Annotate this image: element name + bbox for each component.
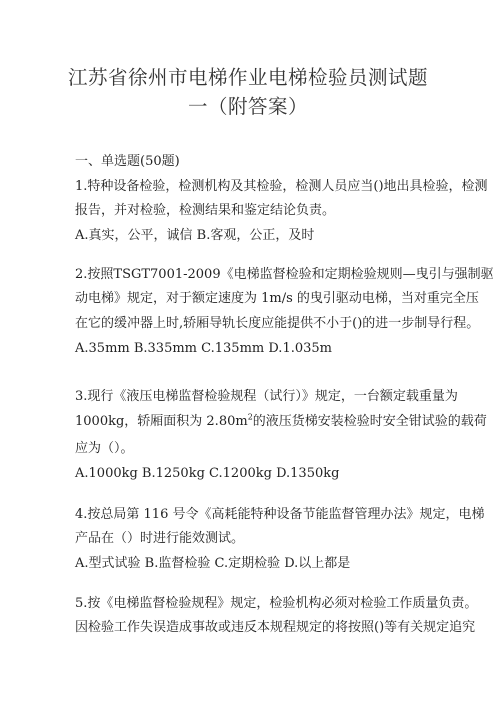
document-title-line-2: 一（附答案） (187, 95, 308, 118)
question-4-options: A.型式试验 B.监督检验 C.定期检验 D.以上都是 (75, 556, 351, 571)
section-heading: 一、单选题(50题) (75, 154, 180, 169)
question-4-line-2: 产品在（）时进行能效测试。 (75, 531, 245, 546)
question-3-line-2 (75, 412, 487, 430)
question-2-line-1: 2.按照TSGT7001-2009《电梯监督检验和定期检验规则—曳引与强制驱 (75, 267, 494, 282)
question-3-line-1: 3.现行《液压电梯监督检验规程（试行）》规定，一台额定载重量为 (75, 389, 458, 404)
question-1-line-1: 1.特种设备检验，检测机构及其检验，检测人员应当()地出具检验，检测 (75, 179, 488, 194)
question-3-line-2-end: 的液压货梯安装检验时安全钳试验的载荷 (252, 414, 487, 429)
question-1-line-2: 报告，并对检验，检测结果和鉴定结论负责。 (75, 203, 336, 218)
question-5-line-2: 因检验工作失误造成事故或违反本规程规定的将按照()等有关规定追究 (75, 620, 476, 635)
question-3-line-2-start: 1000kg，轿厢面积为 2.80m (75, 414, 248, 429)
question-5-line-1: 5.按《电梯监督检验规程》规定，检验机构必须对检验工作质量负责。 (75, 596, 478, 611)
superscript-2: 2 (247, 412, 253, 422)
question-2-line-2: 动电梯》规定，对于额定速度为 1m/s 的曳引驱动电梯，当对重完全压 (75, 291, 479, 306)
question-3-options: A.1000kg B.1250kg C.1200kg D.1350kg (75, 466, 340, 481)
question-2-options: A.35mm B.335mm C.135mm D.1.035m (75, 341, 332, 356)
question-2-line-3: 在它的缓冲器上时,轿厢导轨长度应能提供不小于()的进一步制导行程。 (75, 316, 480, 331)
document-title-line-1: 江苏省徐州市电梯作业电梯检验员测试题 (67, 66, 428, 89)
question-1-options: A.真实，公平，诚信 B.客观，公正，及时 (75, 228, 315, 243)
question-4-line-1: 4.按总局第 116 号令《高耗能特种设备节能监督管理办法》规定，电梯 (75, 507, 485, 522)
question-3-line-3: 应为（）。 (75, 441, 134, 456)
